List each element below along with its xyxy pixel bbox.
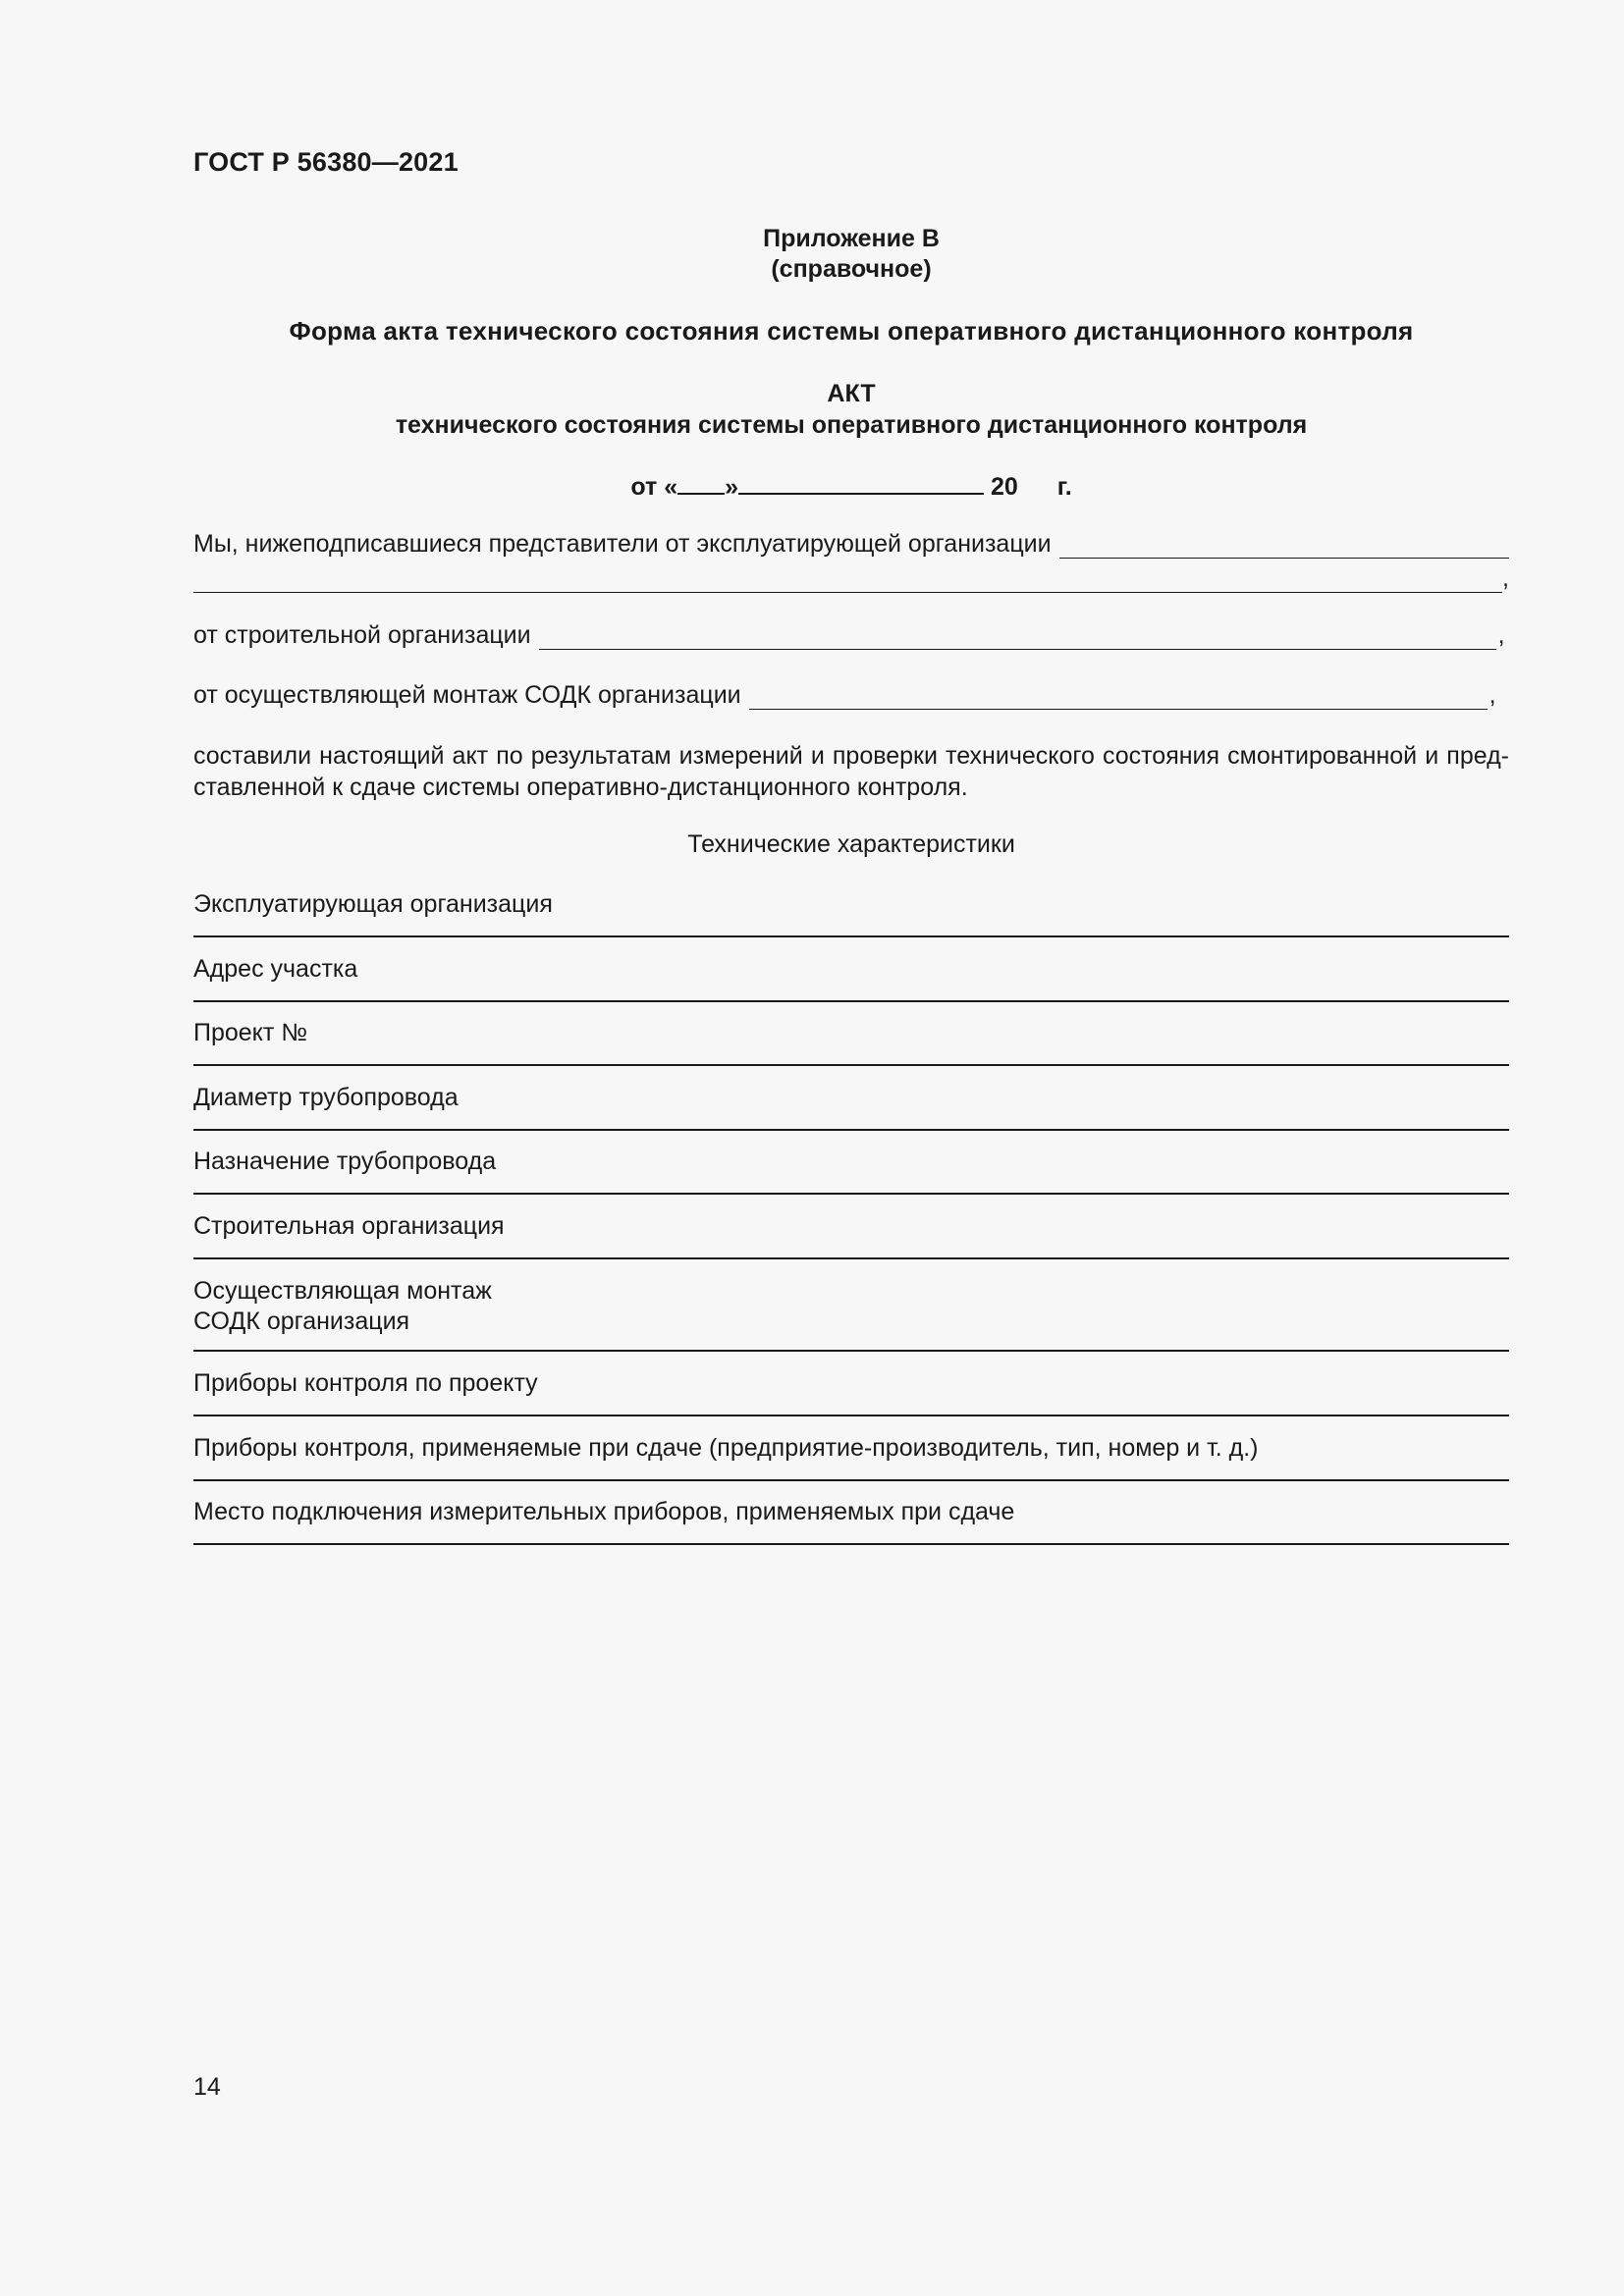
construction-org-label: от строительной организации [193,621,531,649]
act-title: АКТ [827,380,876,407]
installation-org-row [193,681,1509,710]
spec-row[interactable] [193,885,1509,937]
spec-label: Строительная организация [193,1212,505,1240]
spec-label: Назначение трубопровода [193,1148,497,1175]
month-blank[interactable] [738,469,984,495]
spec-row[interactable] [193,1014,1509,1066]
comma: , [1489,681,1496,709]
operating-org-row [193,530,1509,559]
act-date-line [193,469,1509,502]
spec-label: Приборы контроля, применяемые при сдаче (предприятие-производитель, тип, номер и т. д.) [193,1434,1259,1462]
spec-label: Осуществляющая монтаж СОДК организация [193,1277,492,1335]
comma: , [1497,621,1505,649]
spec-row[interactable] [193,1364,1509,1416]
spec-label: Приборы контроля по проекту [193,1369,538,1397]
construction-org-row [193,621,1509,650]
operating-org-continuation [193,564,1509,593]
specs-heading: Технические характеристики [687,830,1015,858]
appendix-note: (справочное) [771,255,932,283]
spec-row[interactable] [193,1429,1509,1481]
operating-org-blank-2[interactable] [193,570,1502,593]
act-heading [193,378,1509,441]
spec-label: Эксплуатирующая организация [193,890,553,918]
operating-org-blank[interactable] [1059,536,1509,559]
spec-row[interactable] [193,950,1509,1002]
date-quote-close: » [725,473,739,501]
date-year: 20 [990,473,1018,501]
appendix-title: Приложение В [763,225,940,252]
form-title: Форма акта технического состояния системы оперативного дистанционного контроля [289,316,1414,346]
appendix-heading [193,224,1509,285]
spec-row[interactable] [193,1207,1509,1259]
spec-label: Место подключения измерительных приборов, применяемых при сдаче [193,1498,1015,1525]
spec-label: Адрес участка [193,955,358,983]
installation-org-label: от осуществляющей монтаж СОДК организации [193,681,741,709]
spec-label: Проект № [193,1019,308,1046]
construction-org-blank[interactable] [539,627,1496,650]
operating-org-label: Мы, нижеподписавшиеся представители от эксплуатирующей организации [193,530,1052,558]
spec-row[interactable] [193,1493,1509,1545]
comma: , [1502,564,1509,592]
act-subtitle: технического состояния системы оперативного дистанционного контроля [395,411,1308,439]
spec-row[interactable] [193,1079,1509,1131]
day-blank[interactable] [677,469,725,495]
date-prefix: от « [630,473,678,501]
spec-label: Диаметр трубопровода [193,1084,459,1111]
spec-row[interactable] [193,1143,1509,1195]
date-suffix: г. [1056,473,1072,501]
spec-row[interactable] [193,1272,1509,1352]
statement-paragraph: составили настоящий акт по результатам измерений и проверки технического состояния смонтированной и пред-ставленной к сдаче системы оперативно-дистанционного контроля. [193,742,1509,801]
page-number: 14 [193,2073,221,2101]
standard-header: ГОСТ Р 56380—2021 [193,147,459,177]
installation-org-blank[interactable] [749,687,1488,710]
